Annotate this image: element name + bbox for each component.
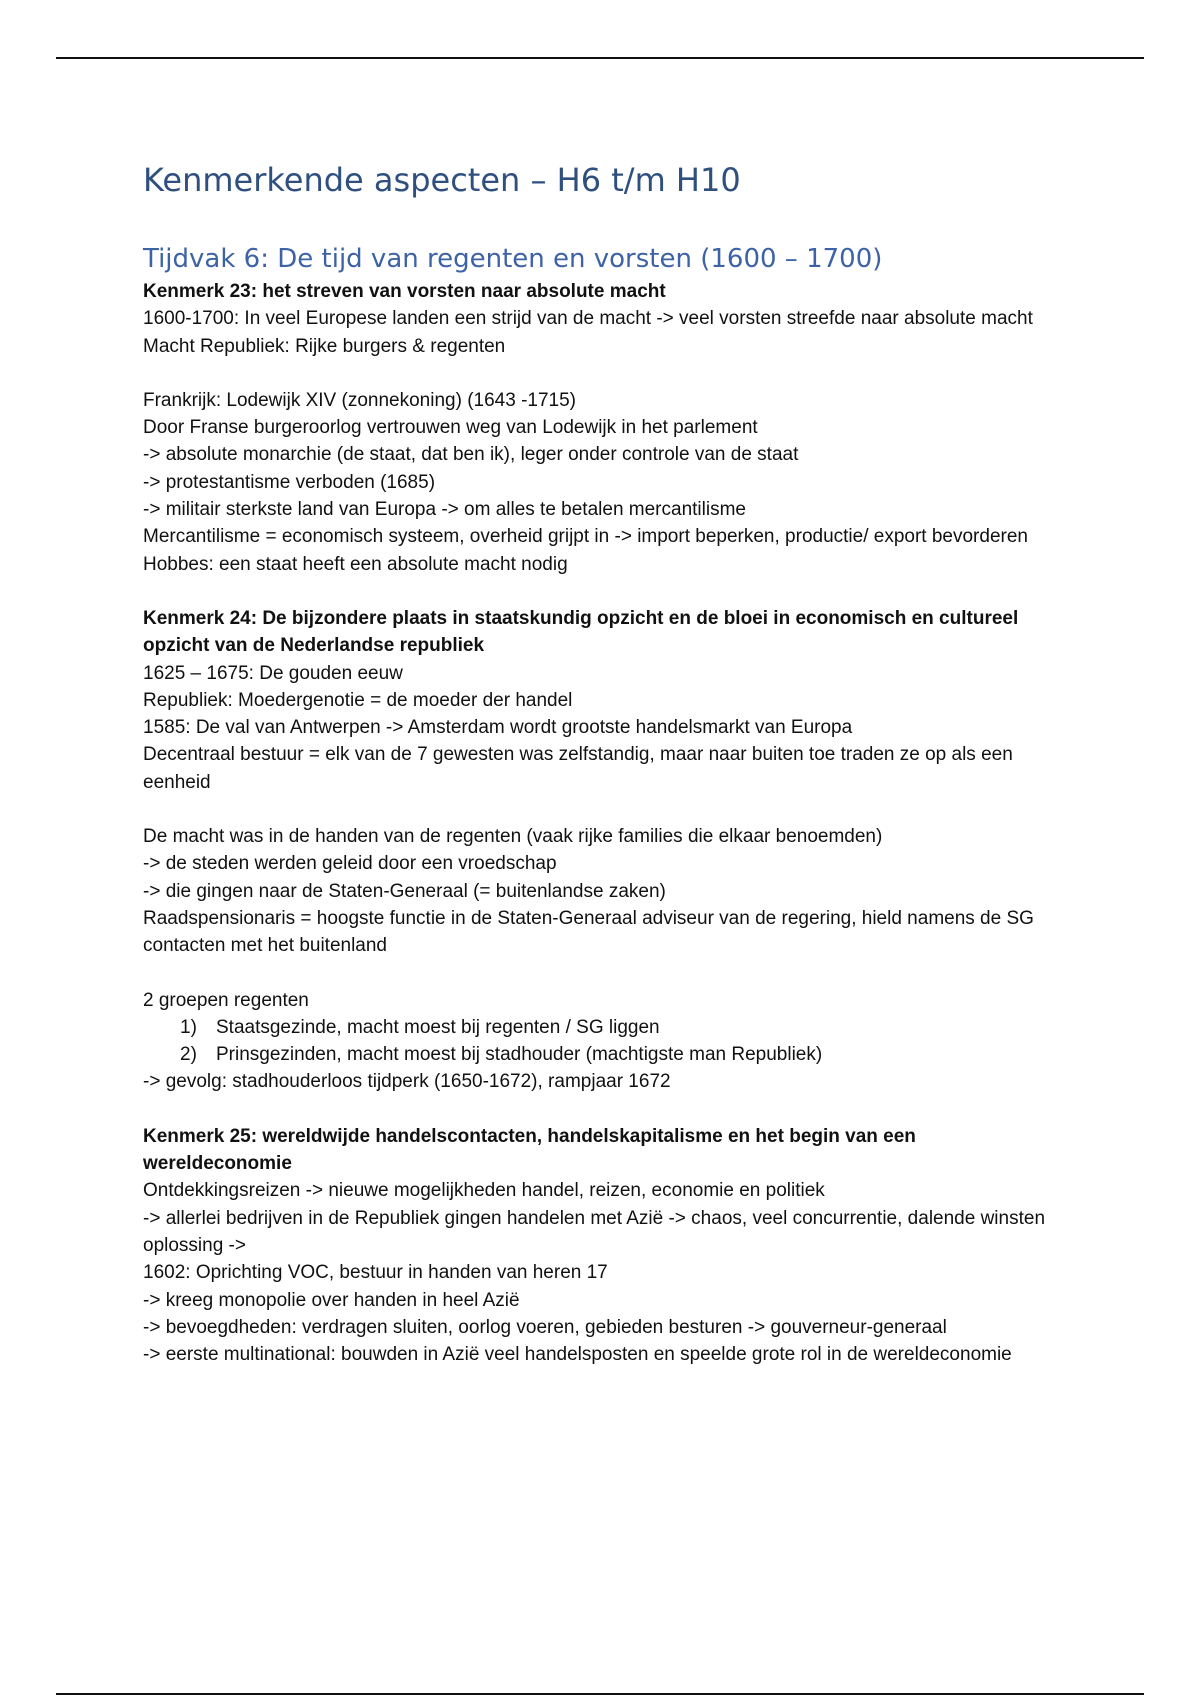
kenmerk-23-line: -> absolute monarchie (de staat, dat ben ik), leger onder controle van de staat bbox=[143, 444, 799, 466]
kenmerk-24-line: Republiek: Moedergenotie = de moeder der handel bbox=[143, 689, 573, 711]
regent-groups-list bbox=[143, 1014, 1063, 1069]
kenmerk-25-line: -> allerlei bedrijven in de Republiek gingen handelen met Azië -> chaos, veel concurrentie, dalende winsten oplossing -> bbox=[143, 1207, 1046, 1256]
list-number: 2) bbox=[180, 1044, 197, 1066]
list-item-text: Staatsgezinde, macht moest bij regenten / SG liggen bbox=[216, 1016, 660, 1038]
kenmerk-24-line: Decentraal bestuur = elk van de 7 gewesten was zelfstandig, maar naar buiten toe traden ze op als een eenheid bbox=[143, 744, 1013, 793]
list-item-text: Prinsgezinden, macht moest bij stadhouder (machtigste man Republiek) bbox=[216, 1044, 823, 1066]
paragraph-gap bbox=[143, 360, 1063, 387]
groups-intro: 2 groepen regenten bbox=[143, 989, 309, 1011]
kenmerk-24-line: -> die gingen naar de Staten-Generaal (= buitenlandse zaken) bbox=[143, 880, 666, 902]
kenmerk-25-line: Ontdekkingsreizen -> nieuwe mogelijkheden handel, reizen, economie en politiek bbox=[143, 1180, 825, 1202]
kenmerk-24-line: De macht was in de handen van de regenten (vaak rijke families die elkaar benoemden) bbox=[143, 826, 883, 848]
kenmerk-25 bbox=[143, 1123, 1063, 1369]
header-rule bbox=[56, 57, 1144, 59]
kenmerk-23-line: Door Franse burgeroorlog vertrouwen weg van Lodewijk in het parlement bbox=[143, 417, 758, 439]
kenmerk-25-line: -> bevoegdheden: verdragen sluiten, oorlog voeren, gebieden besturen -> gouverneur-generaal bbox=[143, 1316, 947, 1338]
list-item bbox=[143, 1041, 1063, 1068]
kenmerk-23-line: Macht Republiek: Rijke burgers & regenten bbox=[143, 335, 506, 357]
document-body bbox=[143, 160, 1063, 1368]
kenmerk-23-line: Mercantilisme = economisch systeem, overheid grijpt in -> import beperken, productie/ export bevorderen bbox=[143, 526, 1028, 548]
list-number: 1) bbox=[180, 1016, 197, 1038]
kenmerk-25-line: -> kreeg monopolie over handen in heel Azië bbox=[143, 1289, 520, 1311]
kenmerk-24-line: 1625 – 1675: De gouden eeuw bbox=[143, 662, 403, 684]
kenmerk-23-line: 1600-1700: In veel Europese landen een strijd van de macht -> veel vorsten streefde naar absolute macht bbox=[143, 308, 1033, 330]
footer-rule bbox=[56, 1693, 1144, 1695]
document-title: Kenmerkende aspecten – H6 t/m H10 bbox=[143, 161, 741, 199]
kenmerk-24-line: Raadspensionaris = hoogste functie in de Staten-Generaal adviseur van de regering, hield namens de SG contacten met het buitenland bbox=[143, 907, 1034, 957]
section-title: Tijdvak 6: De tijd van regenten en vorsten (1600 – 1700) bbox=[143, 244, 883, 274]
kenmerk-24-title: Kenmerk 24: De bijzondere plaats in staatskundig opzicht en de bloei in economisch en cultureel opzicht van de Nederlandse republiek bbox=[143, 607, 1019, 657]
kenmerk-24-line: -> de steden werden geleid door een vroedschap bbox=[143, 853, 557, 875]
kenmerk-25-line: 1602: Oprichting VOC, bestuur in handen van heren 17 bbox=[143, 1262, 608, 1284]
kenmerk-25-line: -> eerste multinational: bouwden in Azië veel handelsposten en speelde grote rol in de wereldeconomie bbox=[143, 1344, 1012, 1366]
kenmerk-25-title: Kenmerk 25: wereldwijde handelscontacten, handelskapitalisme en het begin van een wereldeconomie bbox=[143, 1125, 916, 1175]
kenmerk-24-line: 1585: De val van Antwerpen -> Amsterdam wordt grootste handelsmarkt van Europa bbox=[143, 717, 853, 739]
kenmerk-23-line: -> protestantisme verboden (1685) bbox=[143, 471, 436, 493]
paragraph-gap bbox=[143, 960, 1063, 987]
kenmerk-23-line: -> militair sterkste land van Europa -> om alles te betalen mercantilisme bbox=[143, 499, 746, 521]
kenmerk-23 bbox=[143, 278, 1063, 578]
groups-result: -> gevolg: stadhouderloos tijdperk (1650-1672), rampjaar 1672 bbox=[143, 1071, 671, 1093]
kenmerk-23-title: Kenmerk 23: het streven van vorsten naar absolute macht bbox=[143, 281, 666, 302]
list-item bbox=[143, 1014, 1063, 1041]
kenmerk-23-line: Frankrijk: Lodewijk XIV (zonnekoning) (1643 -1715) bbox=[143, 389, 576, 411]
kenmerk-24 bbox=[143, 605, 1063, 1096]
paragraph-gap bbox=[143, 796, 1063, 823]
kenmerk-23-line: Hobbes: een staat heeft een absolute macht nodig bbox=[143, 553, 568, 575]
